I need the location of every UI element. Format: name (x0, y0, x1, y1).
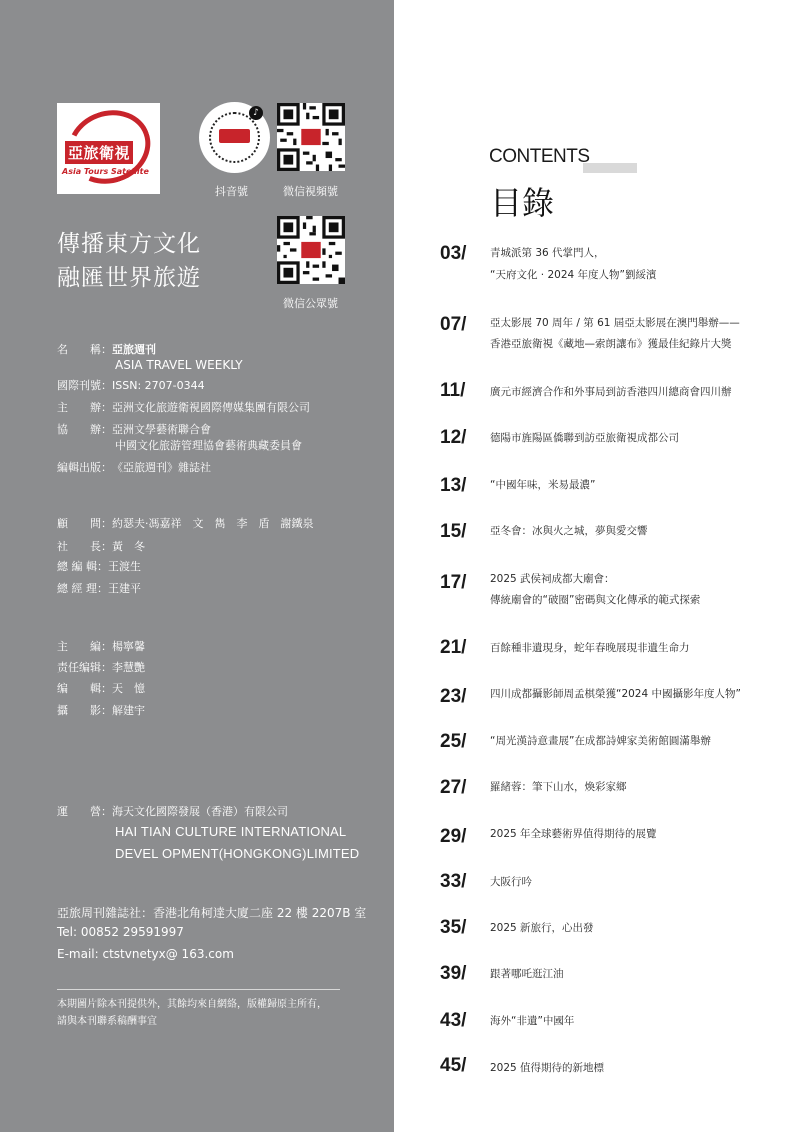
slogan-line-1: 傳播東方文化 (57, 231, 201, 257)
field-label: 社 長： (57, 540, 112, 553)
footnote-line-2: 請與本刊聯系稿酬事宜 (57, 1016, 157, 1027)
toc-page-number[interactable]: 39/ (440, 963, 467, 984)
slogan-line-2: 融匯世界旅遊 (57, 265, 201, 291)
douyin-qr-code[interactable] (199, 102, 270, 173)
contents-title-zh: 目錄 (490, 184, 555, 222)
masthead-panel (0, 0, 394, 1132)
toc-title[interactable]: 傳統廟會的“破圈”密碼與文化傳承的範式探索 (490, 594, 701, 606)
staff-row-president (57, 540, 145, 554)
toc-page-number[interactable]: 43/ (440, 1010, 467, 1031)
asia-tours-satellite-logo (57, 103, 160, 194)
operator-english-line-1: HAI TIAN CULTURE INTERNATIONAL (115, 824, 347, 839)
logo-english-text: Asia Tours Satellite (62, 167, 149, 176)
operator-row (57, 805, 288, 819)
field-label: 编 輯： (57, 682, 112, 695)
toc-page-number[interactable]: 45/ (440, 1055, 467, 1076)
toc-page-number[interactable]: 07/ (440, 314, 467, 335)
staff-row-editor (57, 682, 145, 696)
masthead-row-issn (57, 379, 205, 393)
staff-row-responsible-editor (57, 661, 145, 675)
footer-divider (57, 989, 340, 990)
toc-page-number[interactable]: 23/ (440, 686, 467, 707)
staff-row-advisors (57, 517, 314, 531)
toc-title[interactable]: 羅緒蓉：筆下山水，煥彩家鄉 (490, 781, 627, 793)
toc-title[interactable]: “周光漢詩意畫展”在成都詩婢家美術館圓滿舉辦 (490, 735, 711, 747)
field-value: 李慧艷 (112, 661, 145, 674)
wechat-video-qr-code[interactable] (277, 103, 345, 171)
contact-email: E-mail: ctstvnetyx@ 163.com (57, 947, 234, 961)
field-label: 责任编辑： (57, 661, 112, 674)
masthead-row-name (57, 343, 156, 357)
field-value: 《亞旅週刊》雜誌社 (112, 461, 211, 474)
tiktok-icon: ♪ (249, 106, 263, 120)
masthead-row-cosponsor (57, 423, 211, 437)
field-label: 主 編： (57, 640, 112, 653)
field-value: 亞洲文學藝術聯合會 (112, 423, 211, 436)
field-label: 總 經 理： (57, 582, 108, 595)
toc-title[interactable]: 青城派第 36 代掌門人， (490, 247, 605, 259)
toc-title[interactable]: 大阪行吟 (490, 876, 532, 888)
contact-address: 亞旅周刊雜誌社：香港北角柯達大廈二座 22 樓 2207B 室 (57, 906, 367, 920)
field-value: 黃 冬 (112, 540, 145, 553)
douyin-caption: 抖音號 (215, 185, 248, 198)
field-value: 亞洲文化旅遊衛視國際傳媒集團有限公司 (112, 401, 310, 414)
toc-title[interactable]: “中國年味，米易最濃” (490, 479, 596, 491)
toc-title[interactable]: “天府文化 · 2024 年度人物”劉綏濱 (490, 269, 657, 281)
logo-chinese-text: 亞旅衛視 (65, 141, 133, 164)
wechat-public-caption: 微信公眾號 (283, 297, 338, 310)
toc-page-number[interactable]: 33/ (440, 871, 467, 892)
field-value: 王建平 (108, 582, 141, 595)
toc-page-number[interactable]: 15/ (440, 521, 467, 542)
field-value: 約瑟夫·馮嘉祥 文 雋 李 盾 謝鐵泉 (112, 517, 314, 530)
field-label: 國際刊號： (57, 379, 112, 392)
toc-title[interactable]: 跟著哪吒逛江油 (490, 968, 564, 980)
field-value: 王渡生 (108, 560, 141, 573)
masthead-english-name: ASIA TRAVEL WEEKLY (115, 358, 243, 372)
wechat-video-caption: 微信視頻號 (283, 185, 338, 198)
masthead-cosponsor-2: 中國文化旅游管理協會藝術典藏委員會 (115, 439, 302, 452)
footnote-line-1: 本期圖片除本刊提供外，其餘均來自網絡，版權歸原主所有， (57, 999, 327, 1010)
toc-page-number[interactable]: 35/ (440, 917, 467, 938)
staff-row-photographer (57, 704, 145, 718)
contents-heading-bar (583, 163, 637, 173)
toc-title[interactable]: 2025 新旅行，心出發 (490, 922, 594, 934)
contents-title-en: CONTENTS (489, 146, 590, 167)
field-value: 亞旅週刊 (112, 343, 156, 356)
qr-pattern (277, 216, 345, 284)
toc-page-number[interactable]: 29/ (440, 826, 467, 847)
operator-english-line-2: DEVEL OPMENT(HONGKONG)LIMITED (115, 846, 360, 861)
toc-page-number[interactable]: 17/ (440, 572, 467, 593)
masthead-row-sponsor (57, 401, 310, 415)
toc-page-number[interactable]: 12/ (440, 427, 467, 448)
field-value: 天 憶 (112, 682, 145, 695)
field-label: 總 編 輯： (57, 560, 108, 573)
toc-title[interactable]: 德陽市旌陽區僑聯到訪亞旅衛視成都公司 (490, 432, 679, 444)
field-label: 編輯出版： (57, 461, 112, 474)
wechat-public-qr-code[interactable] (277, 216, 345, 284)
toc-title[interactable]: 2025 武侯祠成都大廟會： (490, 573, 615, 585)
toc-page-number[interactable]: 11/ (440, 380, 466, 401)
toc-title[interactable]: 廣元市經濟合作和外事局到訪香港四川總商會四川辦 (490, 386, 732, 398)
toc-page-number[interactable]: 13/ (440, 475, 467, 496)
toc-title[interactable]: 百餘種非遺現身，蛇年春晚展現非遺生命力 (490, 642, 690, 654)
qr-pattern (277, 103, 345, 171)
field-label: 攝 影： (57, 704, 112, 717)
masthead-row-publisher (57, 461, 211, 475)
staff-row-chief-editor (57, 640, 145, 654)
field-value: 解建宇 (112, 704, 145, 717)
toc-title[interactable]: 香港亞旅衛視《藏地—索朗讓布》獲最佳紀錄片大獎 (490, 338, 732, 350)
toc-page-number[interactable]: 21/ (440, 637, 467, 658)
douyin-code-logo (219, 129, 250, 143)
field-value: 楊寧馨 (112, 640, 145, 653)
toc-page-number[interactable]: 27/ (440, 777, 467, 798)
field-label: 主 辦： (57, 401, 112, 414)
field-label: 運 營： (57, 805, 112, 818)
staff-row-general-manager (57, 582, 141, 596)
field-label: 顧 問： (57, 517, 112, 530)
field-value: ISSN: 2707-0344 (112, 379, 205, 392)
toc-title[interactable]: 亞太影展 70 周年 / 第 61 屆亞太影展在澳門舉辦—— (490, 317, 740, 329)
contact-tel: Tel: 00852 29591997 (57, 925, 184, 939)
field-label: 協 辦： (57, 423, 112, 436)
toc-page-number[interactable]: 03/ (440, 243, 467, 264)
field-value: 海天文化國際發展（香港）有限公司 (112, 805, 288, 818)
toc-page-number[interactable]: 25/ (440, 731, 467, 752)
toc-title[interactable]: 四川成都攝影師周孟棋榮獲“2024 中國攝影年度人物” (490, 688, 741, 700)
field-label: 名 稱： (57, 343, 112, 356)
toc-title[interactable]: 海外“非遺”中國年 (490, 1015, 575, 1027)
toc-title[interactable]: 亞冬會：冰與火之城，夢與愛交響 (490, 525, 648, 537)
toc-title[interactable]: 2025 年全球藝術界值得期待的展覽 (490, 828, 657, 840)
toc-title[interactable]: 2025 值得期待的新地標 (490, 1062, 605, 1074)
staff-row-editor-in-chief (57, 560, 141, 574)
